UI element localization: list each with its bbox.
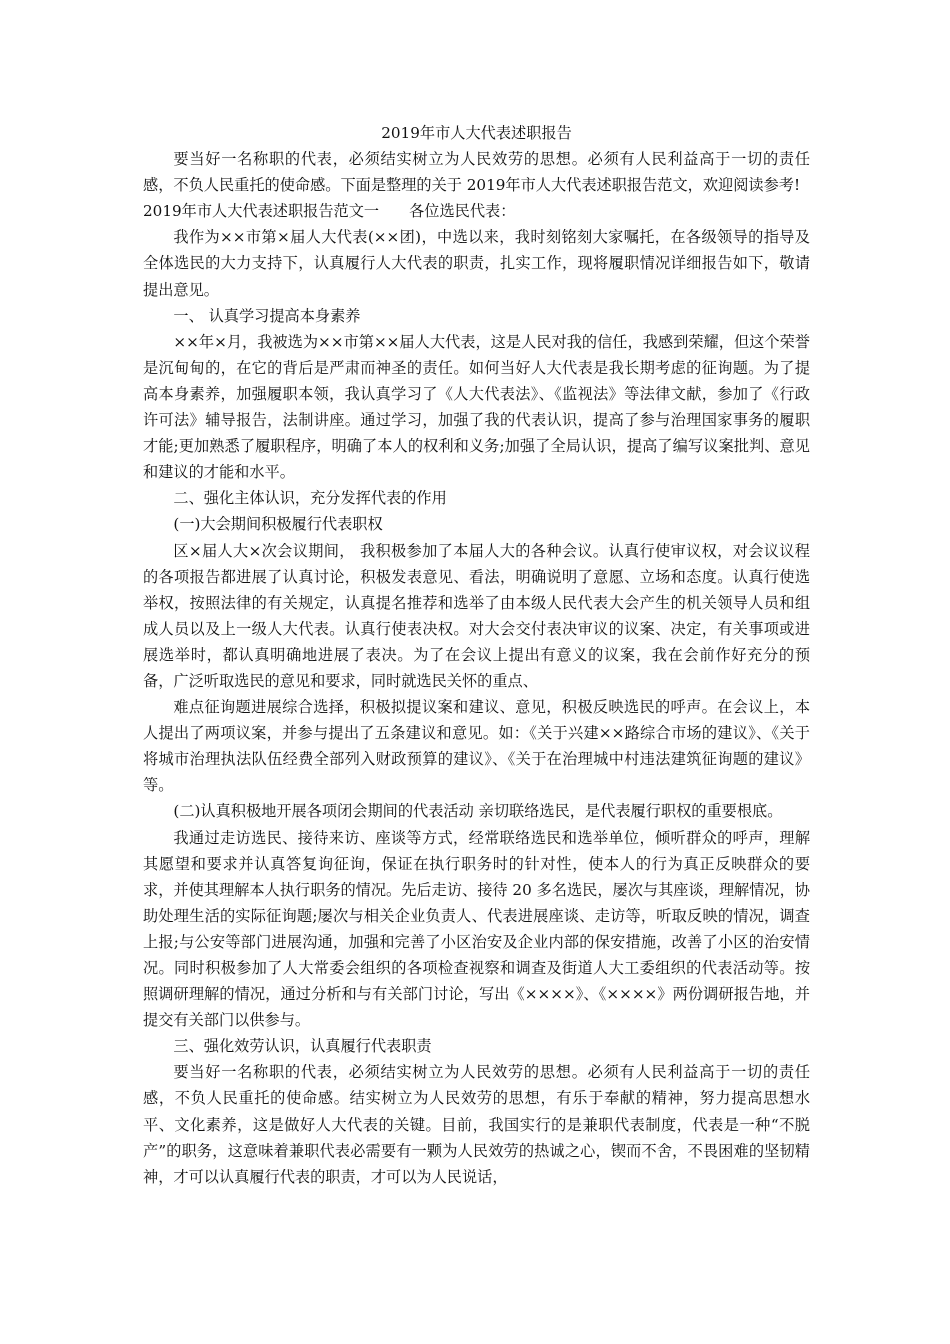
body-paragraph: 我作为××市第×届人大代表(××团)，中选以来，我时刻铭刻大家嘱托，在各级领导的指导及全体选民的大力支持下，认真履行人大代表的职责，扎实工作，现将履职情况详细报告如下，敬请提出意见。 — [143, 228, 810, 299]
salutation: 各位选民代表： — [409, 202, 516, 221]
subsection-heading: (二)认真积极地开展各项闭会期间的代表活动 亲切联络选民，是代表履行职权的重要根底。 — [173, 802, 783, 821]
body-paragraph: ××年×月，我被选为××市第××届人大代表，这是人民对我的信任，我感到荣耀，但这个荣誉是沉甸甸的，在它的背后是严肃而神圣的责任。如何当好人大代表是我长期考虑的征询题。为了提高本身素养，加强履职本领，我认真学习了《人大代表法》、《监视法》等法律文献，参加了《行政许可法》辅导报告，法制讲座。通过学习，加强了我的代表认识，提高了参与治理国家事务的履职才能;更加熟悉了履职程序，明确了本人的权利和义务;加强了全局认识，提高了编写议案批判、意见和建议的才能和水平。 — [143, 332, 810, 482]
section-heading: 二、强化主体认识，充分发挥代表的作用 — [173, 489, 447, 508]
intro-paragraph: 要当好一名称职的代表，必须结实树立为人民效劳的思想。必须有人民利益高于一切的责任感，不负人民重托的使命感。下面是整理的关于 2019年市人大代表述职报告范文，欢迎阅读参考! — [143, 150, 810, 195]
section-heading: 三、强化效劳认识，认真履行代表职责 — [173, 1037, 432, 1056]
subheading-line — [143, 198, 810, 224]
body-paragraph: 我通过走访选民、接待来访、座谈等方式，经常联络选民和选举单位，倾听群众的呼声，理解其愿望和要求并认真答复询征询，保证在执行职务时的针对性，使本人的行为真正反映群众的要求，并使其理解本人执行职务的情况。先后走访、接待 20 多名选民，屡次与其座谈，理解情况，协助处理生活的实际征询题;屡次与相关企业负责人、代表进展座谈、走访等，听取反映的情况，调查上报;与公安等部门进展沟通，加强和完善了小区治安及企业内部的保安措施，改善了小区的治安情况。同时积极参加了人大常委会组织的各项检查视察和调查及街道人大工委组织的代表活动等。按照调研理解的情况，通过分析和与有关部门讨论，写出《××××》、《××××》两份调研报告地，并提交有关部门以供参与。 — [143, 828, 810, 1030]
subheading-title: 2019年市人大代表述职报告范文一 — [143, 202, 380, 221]
subsection-heading: (一)大会期间积极履行代表职权 — [173, 515, 383, 534]
document-page — [143, 120, 810, 1190]
body-paragraph: 区×届人大×次会议期间， 我积极参加了本届人大的各种会议。认真行使审议权，对会议议程的各项报告都进展了认真讨论，积极发表意见、看法，明确说明了意愿、立场和态度。认真行使选举权，按照法律的有关规定，认真提名推荐和选举了由本级人民代表大会产生的机关领导人员和组成人员以及上一级人大代表。认真行使表决权。对大会交付表决审议的议案、决定，有关事项或进展选举时，都认真明确地进展了表决。为了在会议上提出有意义的议案，我在会前作好充分的预备，广泛听取选民的意见和要求，同时就选民关怀的重点、 — [143, 541, 810, 690]
body-paragraph: 难点征询题进展综合选择，积极拟提议案和建议、意见，积极反映选民的呼声。在会议上，本人提出了两项议案，并参与提出了五条建议和意见。如：《关于兴建××路综合市场的建议》、《关于将城市治理执法队伍经费全部列入财政预算的建议》、《关于在治理城中村违法建筑征询题的建议》等。 — [143, 698, 810, 795]
body-paragraph: 要当好一名称职的代表，必须结实树立为人民效劳的思想。必须有人民利益高于一切的责任感，不负人民重托的使命感。结实树立为人民效劳的思想，有乐于奉献的精神，努力提高思想水平、文化素养，这是做好人大代表的关键。目前，我国实行的是兼职代表制度，代表是一种“不脱产”的职务，这意味着兼职代表必需要有一颗为人民效劳的热诚之心，锲而不舍，不畏困难的坚韧精神，才可以认真履行代表的职责，才可以为人民说话， — [143, 1063, 810, 1186]
section-heading: 一、 认真学习提高本身素养 — [173, 306, 361, 325]
document-title: 2019年市人大代表述职报告 — [381, 124, 572, 142]
